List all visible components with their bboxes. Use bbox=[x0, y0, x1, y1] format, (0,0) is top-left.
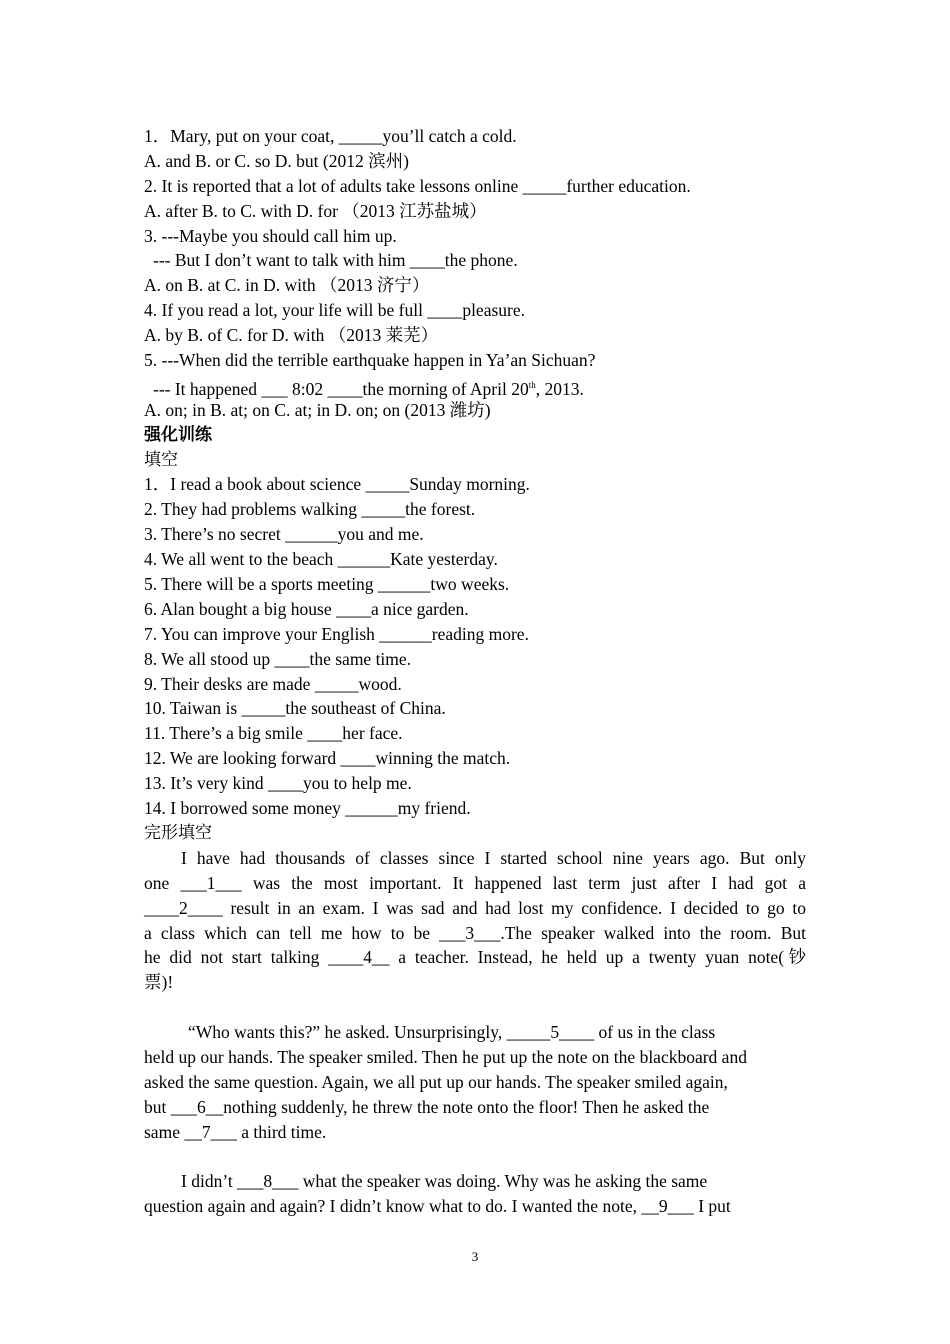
cloze-p3-line-1: I didn’t ___8___ what the speaker was doing. Why was he asking the same bbox=[181, 1171, 708, 1192]
fill-item-2: 2. They had problems walking _____the forest. bbox=[144, 499, 476, 520]
q5-ordinal-suffix: th bbox=[528, 379, 536, 390]
fill-item-3: 3. There’s no secret ______you and me. bbox=[144, 524, 424, 545]
fill-item-10: 10. Taiwan is _____the southeast of China. bbox=[144, 698, 446, 719]
q5-text-before: --- It happened ___ 8:02 ____the morning of April 20 bbox=[153, 378, 529, 399]
fill-item-7: 7. You can improve your English ______reading more. bbox=[144, 623, 529, 644]
mc-options-5: A. on; in B. at; on C. at; in D. on; on (2013 潍坊) bbox=[144, 399, 491, 420]
cloze-p2-line-5: same __7___ a third time. bbox=[144, 1121, 327, 1142]
paragraph-spacer bbox=[144, 1145, 806, 1170]
mc-question-1: 1．Mary, put on your coat, _____you’ll catch a cold. bbox=[144, 126, 517, 146]
q5-text-after: , 2013. bbox=[535, 378, 584, 399]
section-subheading-fill: 填空 bbox=[144, 449, 178, 470]
mc-options-2: A. after B. to C. with D. for （2013 江苏盐城） bbox=[144, 200, 487, 221]
mc-question-4: 4. If you read a lot, your life will be full ____pleasure. bbox=[144, 300, 526, 321]
mc-question-3: 3. ---Maybe you should call him up. bbox=[144, 225, 397, 246]
fill-item-11: 11. There’s a big smile ____her face. bbox=[144, 723, 403, 744]
cloze-p3-line-2: question again and again? I didn’t know what to do. I wanted the note, __9___ I put bbox=[144, 1196, 731, 1217]
cloze-p2-line-1: “Who wants this?” he asked. Unsurprisingly, _____5____ of us in the class bbox=[188, 1022, 716, 1043]
mc-options-1: A. and B. or C. so D. but (2012 滨州) bbox=[144, 150, 409, 171]
cloze-paragraph-2 bbox=[144, 1020, 806, 1144]
section-heading-cloze: 完形填空 bbox=[144, 822, 212, 843]
mc-options-4: A. by B. of C. for D. with （2013 莱芜） bbox=[144, 325, 439, 346]
fill-item-13: 13. It’s very kind ____you to help me. bbox=[144, 773, 412, 794]
fill-item-1: 1．I read a book about science _____Sunday morning. bbox=[144, 474, 530, 495]
mc-question-5-line2 bbox=[144, 373, 806, 398]
cloze-p1-line-1: I have had thousands of classes since I started school nine years ago. But only bbox=[181, 847, 806, 868]
mc-options-3: A. on B. at C. in D. with （2013 济宁） bbox=[144, 275, 430, 296]
page-number: 3 bbox=[471, 1249, 479, 1264]
cloze-paragraph-1 bbox=[144, 846, 806, 995]
cloze-p1-line-6: 票)! bbox=[144, 972, 174, 993]
fill-item-12: 12. We are looking forward ____winning the match. bbox=[144, 748, 511, 769]
fill-item-9: 9. Their desks are made _____wood. bbox=[144, 673, 402, 694]
fill-item-6: 6. Alan bought a big house ____a nice garden. bbox=[144, 598, 469, 619]
fill-item-14: 14. I borrowed some money ______my friend. bbox=[144, 798, 471, 819]
fill-item-4: 4. We all went to the beach ______Kate yesterday. bbox=[144, 549, 498, 570]
mc-question-2: 2. It is reported that a lot of adults take lessons online _____further education. bbox=[144, 175, 691, 196]
cloze-p1-line-3: ____2____ result in an exam. I was sad and had lost my confidence. I decided to go to bbox=[144, 897, 806, 918]
fill-item-5: 5. There will be a sports meeting ______two weeks. bbox=[144, 574, 510, 595]
cloze-paragraph-3 bbox=[144, 1169, 806, 1219]
cloze-p2-line-3: asked the same question. Again, we all put up our hands. The speaker smiled again, bbox=[144, 1071, 728, 1092]
cloze-p1-line-4: a class which can tell me how to be ___3___.The speaker walked into the room. But bbox=[144, 922, 806, 943]
mc-question-3-line2: --- But I don’t want to talk with him ____the phone. bbox=[153, 250, 518, 271]
cloze-p2-line-2: held up our hands. The speaker smiled. Then he put up the note on the blackboard and bbox=[144, 1046, 747, 1067]
cloze-p2-line-4: but ___6__nothing suddenly, he threw the note onto the floor! Then he asked the bbox=[144, 1096, 710, 1117]
cloze-p1-line-5: he did not start talking ____4__ a teacher. Instead, he held up a twenty yuan note(钞 bbox=[144, 947, 806, 968]
section-heading-practice: 强化训练 bbox=[144, 424, 212, 445]
fill-item-8: 8. We all stood up ____the same time. bbox=[144, 648, 412, 669]
document-body bbox=[144, 124, 806, 1219]
mc-question-5: 5. ---When did the terrible earthquake happen in Ya’an Sichuan? bbox=[144, 350, 596, 371]
paragraph-spacer bbox=[144, 995, 806, 1020]
cloze-p1-line-2: one ___1___ was the most important. It happened last term just after I had got a bbox=[144, 872, 806, 893]
